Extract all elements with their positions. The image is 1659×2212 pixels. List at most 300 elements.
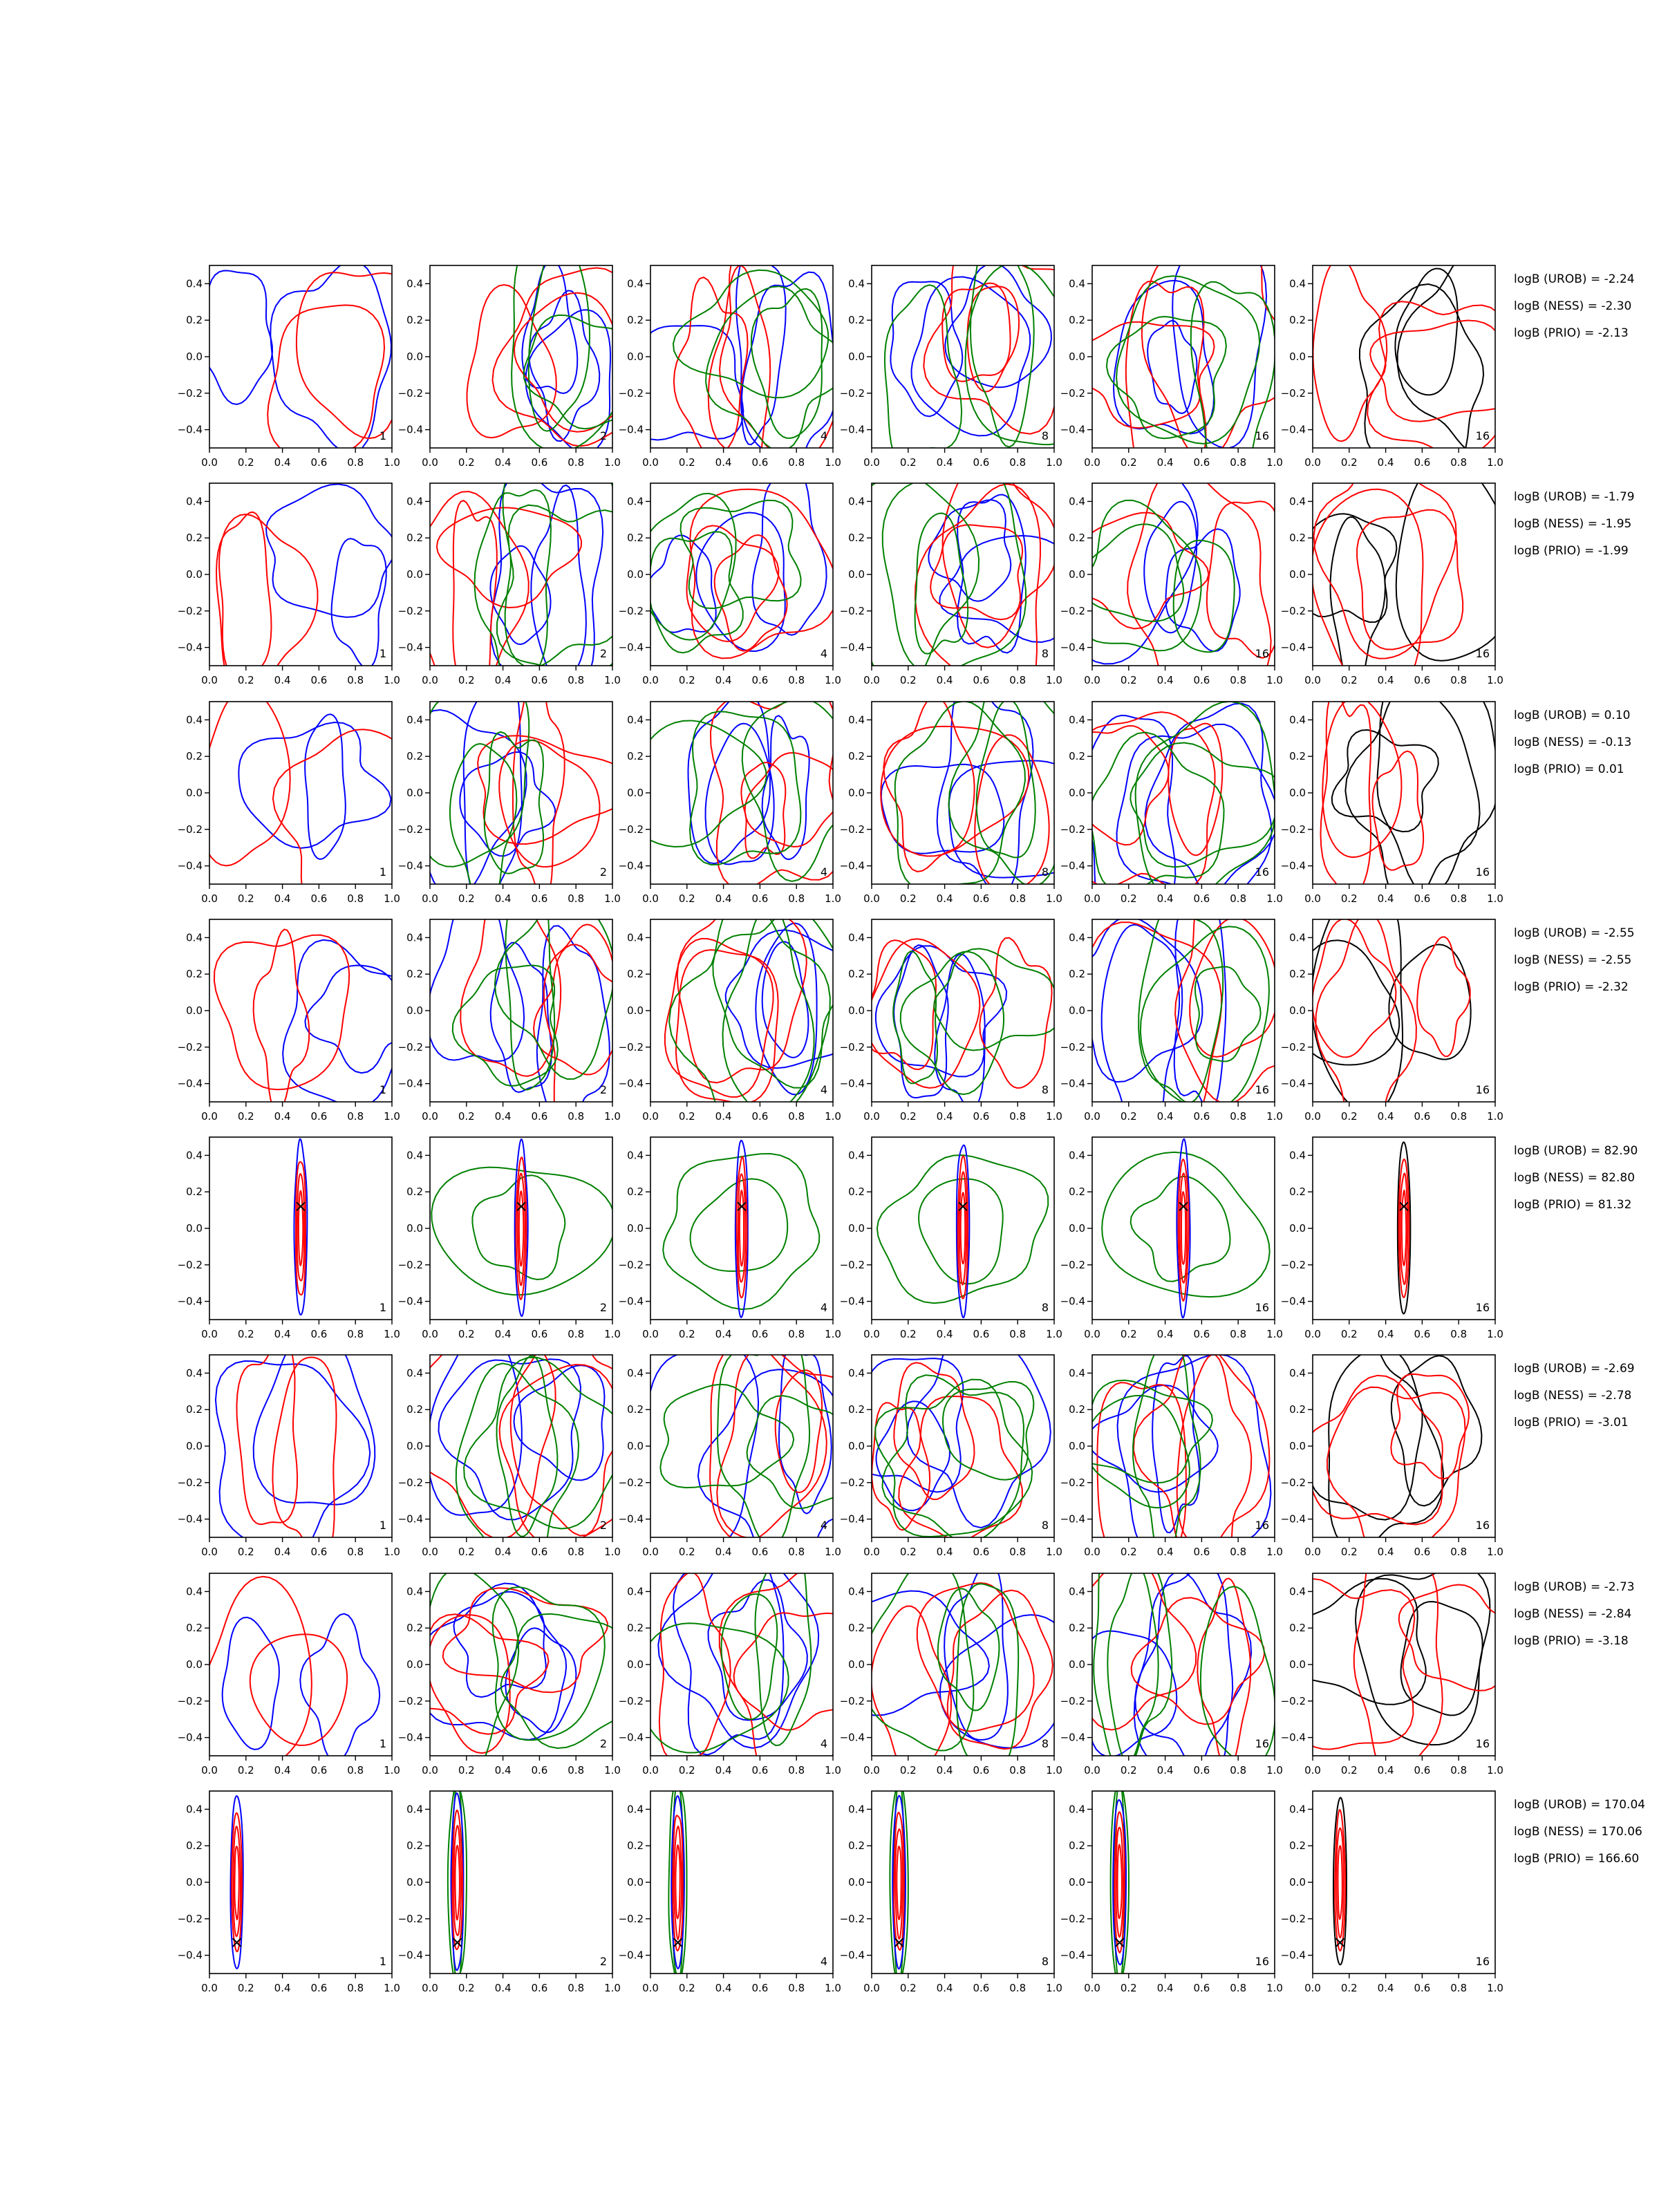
- logB-annotation: logB (NESS) = -2.55: [1514, 953, 1632, 967]
- contour-line: [676, 950, 778, 1103]
- y-tick-label: −0.2: [177, 1476, 203, 1489]
- axes-frame: [430, 1573, 612, 1756]
- y-tick-label: 0.2: [1289, 1622, 1306, 1635]
- panel-r5-c1: [178, 1137, 400, 1340]
- x-tick-label: 0.2: [899, 674, 917, 686]
- x-tick-label: 0.0: [642, 1982, 659, 1994]
- x-tick-label: 0.2: [678, 456, 695, 469]
- contour-line: [1118, 1845, 1122, 1918]
- panel-label: 8: [1041, 1083, 1049, 1096]
- y-tick-label: 0.0: [1289, 1876, 1306, 1888]
- contour-line: [1296, 940, 1399, 1065]
- contour-line: [957, 495, 1026, 653]
- y-tick-label: −0.4: [1280, 641, 1306, 654]
- logB-annotation: logB (UROB) = 170.04: [1514, 1798, 1646, 1812]
- x-tick-label: 0.8: [1230, 1546, 1247, 1558]
- panel-label: 1: [379, 1301, 386, 1314]
- y-tick-label: 0.2: [186, 1185, 203, 1199]
- y-tick-label: 0.2: [848, 1403, 865, 1416]
- y-tick-label: 0.2: [848, 750, 865, 763]
- y-tick-label: 0.2: [1069, 1185, 1085, 1199]
- y-tick-label: −0.4: [1060, 1512, 1085, 1526]
- x-tick-label: 1.0: [384, 892, 400, 905]
- contour-line: [234, 1846, 238, 1920]
- y-tick-label: 0.2: [1289, 532, 1306, 545]
- y-tick-label: 0.0: [1289, 350, 1306, 363]
- x-tick-label: 0.6: [1193, 1328, 1210, 1340]
- x-tick-label: 0.8: [1009, 1110, 1027, 1123]
- x-tick-label: 0.0: [1084, 1110, 1100, 1123]
- x-tick-label: 1.0: [1046, 1546, 1062, 1558]
- panel-label: 4: [820, 1519, 827, 1532]
- y-tick-label: 0.2: [848, 1839, 865, 1853]
- y-tick-label: 0.2: [1289, 314, 1306, 327]
- x-tick-label: 0.0: [1304, 456, 1321, 469]
- x-tick-label: 0.0: [1084, 456, 1100, 469]
- x-tick-label: 1.0: [825, 1764, 841, 1777]
- panel-r5-c6: [1281, 1137, 1503, 1340]
- x-tick-label: 0.8: [1009, 456, 1027, 469]
- x-tick-label: 0.2: [678, 1764, 695, 1777]
- x-tick-label: 1.0: [1487, 1764, 1503, 1777]
- axes-frame: [209, 1355, 392, 1537]
- y-tick-label: −0.2: [1060, 604, 1085, 617]
- logB-annotation: logB (NESS) = -1.95: [1514, 517, 1632, 531]
- x-tick-label: 0.8: [1450, 1328, 1468, 1340]
- panel-r6-c1: [178, 1328, 400, 1564]
- panel-r6-c4: [840, 1328, 1062, 1558]
- y-tick-label: −0.4: [618, 1949, 644, 1962]
- contour-lines: [294, 1139, 307, 1315]
- y-tick-label: 0.0: [1069, 568, 1085, 581]
- contour-lines: [1070, 219, 1292, 500]
- y-tick-label: −0.4: [839, 1295, 865, 1308]
- contour-line: [1345, 684, 1479, 907]
- panel-r1-c4: [840, 214, 1094, 469]
- contour-lines: [1333, 1798, 1347, 1965]
- logB-annotation: logB (NESS) = -2.78: [1514, 1389, 1632, 1403]
- y-tick-label: −0.2: [1060, 386, 1085, 400]
- x-tick-label: 0.6: [531, 1546, 548, 1558]
- y-tick-label: 0.0: [406, 568, 423, 581]
- x-tick-label: 0.2: [1340, 1764, 1358, 1777]
- logB-annotation: logB (UROB) = -2.24: [1514, 272, 1635, 286]
- y-tick-label: 0.4: [1069, 495, 1085, 508]
- contour-line: [1195, 966, 1261, 1061]
- x-tick-label: 0.2: [458, 674, 475, 686]
- x-tick-label: 0.0: [863, 1982, 880, 1994]
- x-tick-label: 1.0: [1487, 1982, 1503, 1994]
- x-tick-label: 0.6: [1193, 1546, 1210, 1558]
- y-tick-label: −0.2: [839, 1040, 865, 1053]
- x-tick-label: 0.0: [201, 1328, 218, 1340]
- panel-r7-c3: [619, 1532, 876, 1794]
- x-tick-label: 0.2: [1120, 1764, 1137, 1777]
- panel-r6-c3: [619, 1333, 873, 1575]
- x-tick-label: 0.2: [237, 1546, 254, 1558]
- x-tick-label: 0.4: [494, 456, 512, 469]
- y-tick-label: 0.0: [1289, 1222, 1306, 1235]
- contour-line: [443, 1588, 608, 1692]
- x-tick-label: 0.6: [310, 674, 328, 686]
- y-tick-label: −0.2: [177, 1258, 203, 1271]
- logB-annotation: logB (PRIO) = -2.13: [1514, 326, 1629, 340]
- x-tick-label: 0.2: [458, 1546, 475, 1558]
- y-tick-label: 0.0: [1069, 1222, 1085, 1235]
- contour-lines: [864, 938, 1060, 1109]
- x-tick-label: 0.6: [973, 674, 990, 686]
- x-tick-label: 0.2: [678, 674, 695, 686]
- contour-line: [216, 1361, 370, 1557]
- contour-line: [238, 722, 391, 848]
- x-tick-label: 0.6: [310, 456, 328, 469]
- panel-r5-c3: [619, 1137, 841, 1340]
- logB-annotation: logB (PRIO) = -3.01: [1514, 1416, 1629, 1430]
- panel-label: 16: [1255, 1955, 1269, 1968]
- axes-frame: [209, 1791, 392, 1974]
- y-tick-label: 0.0: [186, 1876, 203, 1888]
- y-tick-label: 0.2: [627, 314, 644, 327]
- y-tick-label: −0.2: [397, 1258, 423, 1271]
- y-tick-label: −0.2: [618, 1040, 644, 1053]
- y-tick-label: −0.2: [1060, 1476, 1085, 1489]
- contour-line: [297, 272, 415, 438]
- x-tick-label: 0.4: [1377, 674, 1394, 686]
- axes-frame: [430, 265, 612, 448]
- x-tick-label: 0.0: [422, 1328, 438, 1340]
- x-tick-label: 0.2: [237, 1110, 254, 1123]
- y-tick-label: 0.4: [1069, 1803, 1085, 1816]
- x-tick-label: 0.2: [1120, 1110, 1137, 1123]
- contour-lines: [467, 216, 647, 453]
- logB-annotation: logB (PRIO) = -3.18: [1514, 1634, 1629, 1648]
- axes-frame: [1092, 1791, 1275, 1974]
- x-tick-label: 1.0: [384, 1982, 400, 1994]
- y-tick-label: −0.4: [839, 1512, 865, 1526]
- x-tick-label: 0.4: [1156, 1546, 1174, 1558]
- x-tick-label: 0.0: [642, 674, 659, 686]
- y-tick-label: 0.4: [406, 1803, 423, 1816]
- x-tick-label: 0.0: [1304, 1546, 1321, 1558]
- x-tick-label: 0.6: [1414, 1328, 1431, 1340]
- y-tick-label: 0.2: [406, 1839, 423, 1853]
- contour-line: [283, 940, 415, 1107]
- panel-label: 1: [379, 865, 386, 879]
- y-tick-label: −0.2: [618, 1258, 644, 1271]
- panel-label: 2: [599, 865, 607, 879]
- x-tick-label: 0.8: [347, 1982, 364, 1994]
- x-tick-label: 0.8: [347, 1546, 364, 1558]
- panel-label: 1: [379, 1519, 386, 1532]
- y-tick-label: 0.2: [1069, 532, 1085, 545]
- contour-line: [501, 1614, 629, 1748]
- x-tick-label: 0.2: [458, 1982, 475, 1994]
- contour-line: [268, 305, 384, 457]
- y-tick-label: 0.0: [1289, 1658, 1306, 1671]
- y-tick-label: −0.4: [618, 1731, 644, 1744]
- contour-line: [675, 1845, 679, 1918]
- logB-annotation: logB (PRIO) = 166.60: [1514, 1852, 1640, 1866]
- panel-label: 2: [599, 1955, 607, 1968]
- x-tick-label: 0.8: [568, 1110, 585, 1123]
- x-tick-label: 0.6: [1414, 456, 1431, 469]
- y-tick-label: −0.4: [397, 1077, 423, 1090]
- y-tick-label: 0.2: [1289, 750, 1306, 763]
- x-tick-label: 0.8: [568, 674, 585, 686]
- x-tick-label: 0.6: [973, 456, 990, 469]
- y-tick-label: 0.2: [1289, 1839, 1306, 1853]
- y-tick-label: −0.4: [177, 1295, 203, 1308]
- contour-line: [272, 1358, 336, 1564]
- panel-r3-c5: [1060, 702, 1283, 926]
- panel-label: 4: [820, 647, 827, 660]
- x-tick-label: 1.0: [384, 1110, 400, 1123]
- y-tick-label: −0.4: [839, 423, 865, 436]
- x-tick-label: 0.6: [973, 1982, 990, 1994]
- panel-label: 16: [1475, 1083, 1490, 1096]
- panel-label: 16: [1475, 865, 1490, 879]
- contour-line: [971, 214, 1034, 447]
- y-tick-label: −0.2: [397, 1040, 423, 1053]
- x-tick-label: 1.0: [1266, 1546, 1283, 1558]
- x-tick-label: 0.6: [531, 674, 548, 686]
- y-tick-label: −0.2: [397, 386, 423, 400]
- y-tick-label: 0.0: [1289, 1440, 1306, 1452]
- x-tick-label: 0.2: [678, 1110, 695, 1123]
- panel-label: 16: [1475, 1737, 1490, 1750]
- y-tick-label: 0.4: [406, 931, 423, 944]
- panel-r4-c2: [398, 879, 629, 1138]
- panel-r3-c4: [840, 668, 1086, 905]
- y-tick-label: −0.2: [397, 823, 423, 836]
- y-tick-label: 0.4: [627, 1803, 644, 1816]
- panel-r4-c3: [619, 890, 858, 1138]
- x-tick-label: 0.4: [715, 456, 732, 469]
- panel-r3-c3: [599, 690, 856, 905]
- y-tick-label: −0.4: [1280, 1077, 1306, 1090]
- y-tick-label: 0.2: [627, 750, 644, 763]
- axes-frame: [1313, 1791, 1495, 1974]
- contour-line: [236, 1340, 297, 1524]
- x-tick-label: 1.0: [604, 1764, 621, 1777]
- x-tick-label: 0.2: [1340, 456, 1358, 469]
- x-tick-label: 1.0: [384, 456, 400, 469]
- y-tick-label: 0.0: [406, 1004, 423, 1017]
- x-tick-label: 0.6: [973, 1110, 990, 1123]
- x-tick-label: 0.2: [899, 1982, 917, 1994]
- x-tick-label: 1.0: [1046, 892, 1062, 905]
- y-tick-label: −0.2: [1060, 1912, 1085, 1925]
- axes-frame: [1313, 1355, 1495, 1537]
- y-tick-label: 0.2: [406, 750, 423, 763]
- y-tick-label: −0.2: [839, 1258, 865, 1271]
- x-tick-label: 0.4: [274, 1328, 291, 1340]
- x-tick-label: 0.0: [1084, 1546, 1100, 1558]
- x-tick-label: 0.4: [274, 1546, 291, 1558]
- panel-r6-c5: [1060, 1340, 1283, 1588]
- contour-line: [885, 285, 962, 467]
- y-tick-label: −0.4: [618, 423, 644, 436]
- contour-line: [713, 909, 841, 1088]
- panel-label: 2: [599, 429, 607, 442]
- contour-line: [522, 261, 577, 393]
- y-tick-label: −0.2: [1280, 823, 1306, 836]
- panel-label: 4: [820, 429, 827, 442]
- x-tick-label: 0.2: [899, 1764, 917, 1777]
- panel-r1-c1: [178, 261, 415, 469]
- panel-r8-c3: [619, 1783, 841, 1994]
- y-tick-label: −0.4: [397, 1731, 423, 1744]
- y-tick-label: 0.0: [406, 350, 423, 363]
- contour-line: [1073, 726, 1168, 845]
- x-tick-label: 0.2: [678, 1982, 695, 1994]
- y-tick-label: −0.4: [397, 1949, 423, 1962]
- x-tick-label: 0.4: [494, 892, 512, 905]
- y-tick-label: 0.0: [627, 1222, 644, 1235]
- y-tick-label: −0.4: [397, 423, 423, 436]
- y-tick-label: −0.2: [177, 604, 203, 617]
- x-tick-label: 0.6: [751, 1546, 769, 1558]
- x-tick-label: 1.0: [604, 1110, 621, 1123]
- contour-line: [1338, 1846, 1342, 1919]
- y-tick-label: 0.4: [1289, 931, 1306, 944]
- panel-r5-c5: [1060, 1137, 1283, 1340]
- x-tick-label: 0.8: [1009, 1764, 1027, 1777]
- axes-frame: [209, 483, 392, 666]
- x-tick-label: 0.4: [936, 1110, 953, 1123]
- x-tick-label: 0.0: [642, 892, 659, 905]
- axes-frame: [209, 1137, 392, 1320]
- y-tick-label: 0.0: [186, 1222, 203, 1235]
- contour-lines: [198, 1577, 379, 1781]
- y-tick-label: 0.0: [848, 1222, 865, 1235]
- y-tick-label: 0.4: [186, 1803, 203, 1816]
- x-tick-label: 0.6: [531, 1110, 548, 1123]
- x-tick-label: 0.4: [1156, 1328, 1174, 1340]
- x-tick-label: 0.6: [1193, 1110, 1210, 1123]
- panel-r1-c2: [398, 216, 647, 469]
- contour-lines: [214, 929, 417, 1112]
- x-tick-label: 0.2: [1340, 674, 1358, 686]
- y-tick-label: 0.0: [186, 350, 203, 363]
- y-tick-label: 0.0: [1069, 1658, 1085, 1671]
- y-tick-label: −0.4: [1280, 859, 1306, 872]
- y-tick-label: 0.4: [406, 1149, 423, 1162]
- contour-line: [762, 941, 809, 1058]
- x-tick-label: 1.0: [825, 456, 841, 469]
- x-tick-label: 0.8: [1450, 1982, 1468, 1994]
- x-tick-label: 0.4: [936, 1982, 953, 1994]
- contour-line: [427, 888, 524, 1061]
- x-tick-label: 0.0: [422, 1546, 438, 1558]
- x-tick-label: 0.0: [201, 1982, 218, 1994]
- y-tick-label: −0.4: [618, 1295, 644, 1308]
- x-tick-label: 0.0: [642, 1328, 659, 1340]
- y-tick-label: −0.2: [397, 1476, 423, 1489]
- y-tick-label: 0.2: [186, 1403, 203, 1416]
- contour-line: [776, 1370, 822, 1492]
- contour-lines: [216, 1328, 375, 1564]
- y-tick-label: −0.4: [177, 859, 203, 872]
- y-tick-label: −0.2: [177, 1912, 203, 1925]
- panel-r1-c3: [619, 221, 863, 498]
- y-tick-label: 0.4: [1069, 1585, 1085, 1598]
- x-tick-label: 0.2: [899, 1546, 917, 1558]
- x-tick-label: 0.2: [458, 1764, 475, 1777]
- x-tick-label: 0.2: [678, 1546, 695, 1558]
- y-tick-label: 0.4: [1069, 713, 1085, 727]
- panel-label: 16: [1255, 865, 1269, 879]
- contour-line: [404, 1318, 556, 1539]
- y-tick-label: 0.4: [848, 1149, 865, 1162]
- y-tick-label: 0.0: [627, 1658, 644, 1671]
- x-tick-label: 0.8: [347, 1764, 364, 1777]
- contour-line: [1357, 510, 1463, 650]
- x-tick-label: 0.6: [531, 1764, 548, 1777]
- logB-annotation: logB (UROB) = 82.90: [1514, 1144, 1638, 1158]
- panel-r2-c2: [387, 454, 632, 702]
- x-tick-label: 0.4: [1156, 1764, 1174, 1777]
- x-tick-label: 0.4: [1156, 674, 1174, 686]
- contour-lines: [877, 1145, 1048, 1318]
- x-tick-label: 0.4: [936, 456, 953, 469]
- y-tick-label: −0.2: [1280, 1040, 1306, 1053]
- contour-line: [751, 289, 822, 438]
- y-tick-label: 0.2: [627, 968, 644, 981]
- y-tick-label: 0.4: [848, 713, 865, 727]
- y-tick-label: 0.2: [627, 532, 644, 545]
- y-tick-label: 0.0: [186, 1658, 203, 1671]
- panel-label: 2: [599, 1083, 607, 1096]
- y-tick-label: −0.4: [618, 641, 644, 654]
- y-tick-label: 0.4: [848, 1367, 865, 1380]
- logB-annotation: logB (PRIO) = 81.32: [1514, 1198, 1632, 1212]
- x-tick-label: 0.4: [274, 1110, 291, 1123]
- panel-label: 8: [1041, 1301, 1049, 1314]
- y-tick-label: −0.4: [1060, 1731, 1085, 1744]
- y-tick-label: −0.2: [618, 1912, 644, 1925]
- y-tick-label: 0.4: [186, 495, 203, 508]
- axes-frame: [430, 1791, 612, 1974]
- axes-frame: [1092, 1137, 1275, 1320]
- x-tick-label: 0.8: [347, 456, 364, 469]
- y-tick-label: −0.4: [177, 423, 203, 436]
- y-tick-label: 0.2: [186, 532, 203, 545]
- x-tick-label: 1.0: [1487, 456, 1503, 469]
- contour-lines: [665, 890, 858, 1138]
- y-tick-label: 0.2: [627, 1839, 644, 1853]
- contour-line: [1175, 874, 1322, 1103]
- x-tick-label: 0.4: [494, 1110, 512, 1123]
- contour-line: [686, 525, 778, 641]
- x-tick-label: 1.0: [1266, 1328, 1283, 1340]
- contour-line: [1322, 697, 1401, 857]
- x-tick-label: 1.0: [384, 1546, 400, 1558]
- contour-line: [1303, 1376, 1443, 1525]
- x-tick-label: 0.0: [1084, 1328, 1100, 1340]
- y-tick-label: 0.4: [627, 1585, 644, 1598]
- x-tick-label: 0.4: [1156, 456, 1174, 469]
- x-tick-label: 0.8: [1230, 1982, 1247, 1994]
- panel-r6-c6: [1281, 1328, 1503, 1571]
- contour-line: [387, 491, 529, 702]
- y-tick-label: −0.4: [839, 641, 865, 654]
- y-tick-label: 0.2: [406, 968, 423, 981]
- contour-lines: [854, 1328, 1051, 1542]
- panel-label: 1: [379, 1083, 386, 1096]
- panel-r8-c4: [840, 1778, 1062, 1994]
- contour-line: [961, 1192, 966, 1264]
